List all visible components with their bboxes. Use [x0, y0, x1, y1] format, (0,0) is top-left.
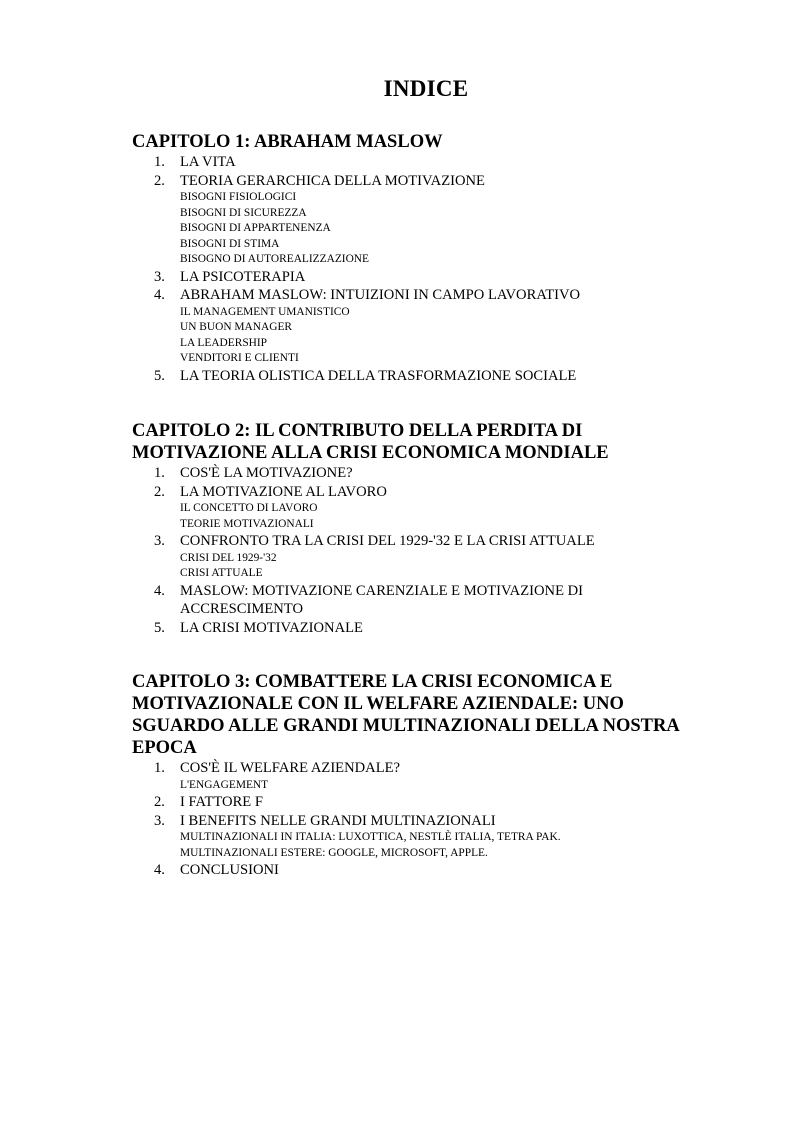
index-title: INDICE [383, 76, 469, 101]
toc-item-label-continued: ACCRESCIMENTO [180, 601, 303, 617]
toc-item-label: LA CRISI MOTIVAZIONALE [180, 619, 363, 636]
toc-subitem[interactable]: VENDITORI E CLIENTI [180, 352, 299, 364]
toc-item[interactable] [132, 793, 712, 812]
chapter-title-line: SGUARDO ALLE GRANDI MULTINAZIONALI DELLA NOSTRA [132, 716, 680, 736]
toc-item[interactable] [132, 861, 712, 880]
chapter-title-line: MOTIVAZIONALE CON IL WELFARE AZIENDALE: UNO [132, 694, 624, 714]
toc-item-label: COS'È IL WELFARE AZIENDALE? [180, 760, 401, 776]
toc-subitem[interactable]: IL CONCETTO DI LAVORO [180, 502, 318, 514]
toc-item-label: LA MOTIVAZIONE AL LAVORO [180, 483, 387, 500]
toc-item[interactable] [132, 619, 712, 638]
toc-item-label: LA TEORIA OLISTICA DELLA TRASFORMAZIONE SOCIALE [180, 367, 577, 384]
chapter-title-line: CAPITOLO 3: COMBATTERE LA CRISI ECONOMICA E [132, 672, 613, 692]
toc-item-number: 2. [154, 172, 165, 189]
toc-item-number: 4. [154, 582, 165, 599]
toc-item-label: MASLOW: MOTIVAZIONE CARENZIALE E MOTIVAZIONE DI [180, 582, 584, 599]
toc-item-label: LA VITA [180, 154, 236, 170]
toc-subitem[interactable]: IL MANAGEMENT UMANISTICO [180, 305, 350, 318]
toc-subitem[interactable]: BISOGNO DI AUTOREALIZZAZIONE [180, 253, 369, 265]
toc-item-label: TEORIA GERARCHICA DELLA MOTIVAZIONE [180, 172, 485, 189]
toc-item[interactable] [132, 286, 712, 305]
toc-item-label: I FATTORE F [180, 794, 263, 810]
toc-item-number: 4. [154, 287, 165, 303]
toc-item[interactable] [132, 812, 712, 831]
toc-item-label: CONCLUSIONI [180, 862, 279, 878]
toc-subitem[interactable]: UN BUON MANAGER [180, 321, 293, 333]
toc-subitem[interactable]: CRISI ATTUALE [180, 567, 263, 579]
toc-item[interactable] [132, 153, 712, 172]
toc-subitem[interactable]: BISOGNI DI STIMA [180, 237, 280, 250]
toc-item-number: 4. [154, 862, 165, 878]
toc-item[interactable] [132, 367, 712, 386]
toc-item[interactable] [132, 268, 712, 287]
chapter-title-line: CAPITOLO 1: ABRAHAM MASLOW [132, 132, 443, 152]
toc-item-number: 5. [154, 367, 165, 384]
chapter-title [132, 420, 712, 464]
chapter-title [132, 131, 712, 153]
toc-item-number: 1. [154, 465, 165, 481]
toc-item[interactable] [132, 464, 712, 483]
toc-item[interactable] [132, 759, 712, 778]
toc-item-label: I BENEFITS NELLE GRANDI MULTINAZIONALI [180, 812, 496, 829]
toc-subitem[interactable]: BISOGNI DI SICUREZZA [180, 206, 307, 219]
chapter-title-line: MOTIVAZIONE ALLA CRISI ECONOMICA MONDIALE [132, 443, 609, 463]
toc-subitem[interactable]: L'ENGAGEMENT [180, 778, 269, 791]
toc-subitem[interactable]: MULTINAZIONALI IN ITALIA: LUXOTTICA, NESTLÈ ITALIA, TETRA PAK. [180, 831, 561, 843]
toc-item-number: 3. [154, 812, 165, 829]
toc-item-number: 5. [154, 619, 165, 636]
toc-item[interactable] [132, 172, 712, 191]
toc-item[interactable] [132, 483, 712, 502]
toc-item[interactable] [132, 582, 712, 619]
toc-item-label: CONFRONTO TRA LA CRISI DEL 1929-'32 E LA CRISI ATTUALE [180, 533, 595, 549]
toc-subitem[interactable]: BISOGNI DI APPARTENENZA [180, 222, 331, 234]
toc-subitem[interactable]: CRISI DEL 1929-'32 [180, 551, 277, 564]
chapter-title-line: CAPITOLO 2: IL CONTRIBUTO DELLA PERDITA DI [132, 421, 583, 441]
chapter-2 [132, 420, 712, 637]
toc-item-label: ABRAHAM MASLOW: INTUIZIONI IN CAMPO LAVORATIVO [180, 287, 581, 303]
toc-subitem[interactable]: MULTINAZIONALI ESTERE: GOOGLE, MICROSOFT, APPLE. [180, 846, 488, 859]
chapter-title-line: EPOCA [132, 738, 197, 758]
toc-item-number: 2. [154, 483, 165, 500]
toc-item-number: 1. [154, 154, 165, 170]
chapter-1 [132, 131, 712, 385]
toc-item-number: 3. [154, 533, 165, 549]
toc-item-number: 2. [154, 794, 165, 810]
toc-item-label: COS'È LA MOTIVAZIONE? [180, 465, 353, 481]
toc-subitem[interactable]: BISOGNI FISIOLOGICI [180, 191, 297, 203]
chapter-3 [132, 671, 712, 880]
toc-item-number: 1. [154, 760, 165, 776]
toc-item[interactable] [132, 532, 712, 551]
toc-item-label: LA PSICOTERAPIA [180, 268, 306, 285]
toc-subitem[interactable]: LA LEADERSHIP [180, 336, 268, 349]
toc-subitem[interactable]: TEORIE MOTIVAZIONALI [180, 517, 314, 530]
toc-item-number: 3. [154, 268, 165, 285]
chapter-title [132, 671, 712, 759]
